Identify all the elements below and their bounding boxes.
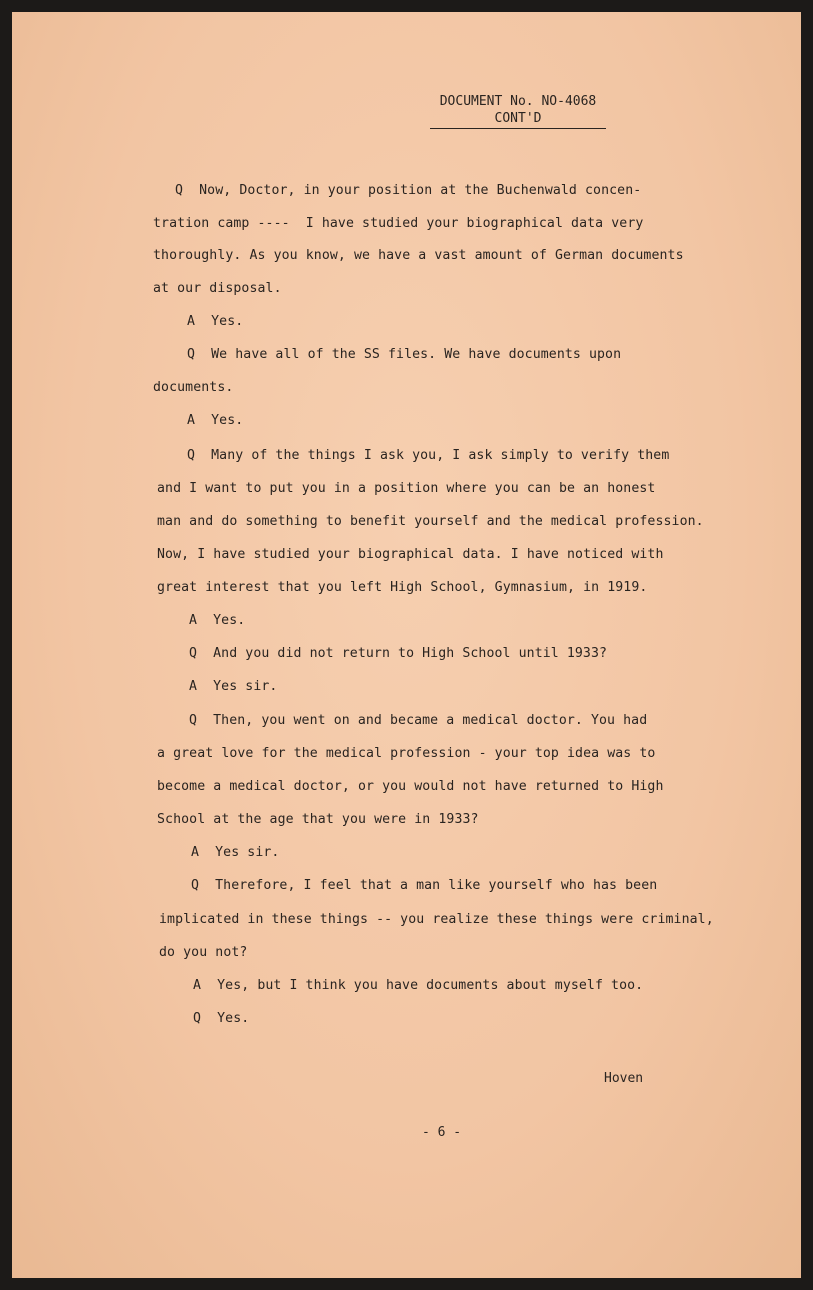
continued-label: CONT'D bbox=[494, 111, 542, 126]
document-page bbox=[12, 12, 801, 1278]
text-line: thoroughly. As you know, we have a vast amount of German documents bbox=[153, 248, 684, 263]
text-line: Now, I have studied your biographical data. I have noticed with bbox=[157, 547, 664, 562]
text-line: A Yes. bbox=[187, 314, 244, 329]
text-line: School at the age that you were in 1933? bbox=[157, 812, 479, 827]
page-number: - 6 - bbox=[422, 1125, 462, 1140]
text-line: Q Yes. bbox=[193, 1011, 250, 1026]
document-header bbox=[430, 93, 606, 129]
text-line: and I want to put you in a position where you can be an honest bbox=[157, 481, 656, 496]
text-line: great interest that you left High School, Gymnasium, in 1919. bbox=[157, 580, 648, 595]
text-line: A Yes. bbox=[189, 613, 246, 628]
text-line: A Yes sir. bbox=[189, 679, 278, 694]
text-line: Q Many of the things I ask you, I ask simply to verify them bbox=[187, 448, 670, 463]
text-line: become a medical doctor, or you would not have returned to High bbox=[157, 779, 664, 794]
text-line: tration camp ---- I have studied your biographical data very bbox=[153, 216, 644, 231]
text-line: at our disposal. bbox=[153, 281, 282, 296]
text-line: Q We have all of the SS files. We have documents upon bbox=[187, 347, 622, 362]
text-line: Q Now, Doctor, in your position at the Buchenwald concen- bbox=[175, 183, 642, 198]
text-line: a great love for the medical profession - your top idea was to bbox=[157, 746, 656, 761]
document-number: DOCUMENT No. NO-4068 bbox=[439, 94, 597, 109]
signature-name: Hoven bbox=[604, 1071, 644, 1086]
text-line: do you not? bbox=[159, 945, 248, 960]
text-line: Q Therefore, I feel that a man like yourself who has been bbox=[191, 878, 658, 893]
text-line: man and do something to benefit yourself and the medical profession. bbox=[157, 514, 704, 529]
text-line: A Yes. bbox=[187, 413, 244, 428]
text-line: A Yes sir. bbox=[191, 845, 280, 860]
text-line: Q Then, you went on and became a medical doctor. You had bbox=[189, 713, 648, 728]
header-underline bbox=[430, 128, 606, 129]
text-line: implicated in these things -- you realize these things were criminal, bbox=[159, 912, 714, 927]
text-line: Q And you did not return to High School until 1933? bbox=[189, 646, 608, 661]
text-line: documents. bbox=[153, 380, 234, 395]
text-line: A Yes, but I think you have documents about myself too. bbox=[193, 978, 644, 993]
